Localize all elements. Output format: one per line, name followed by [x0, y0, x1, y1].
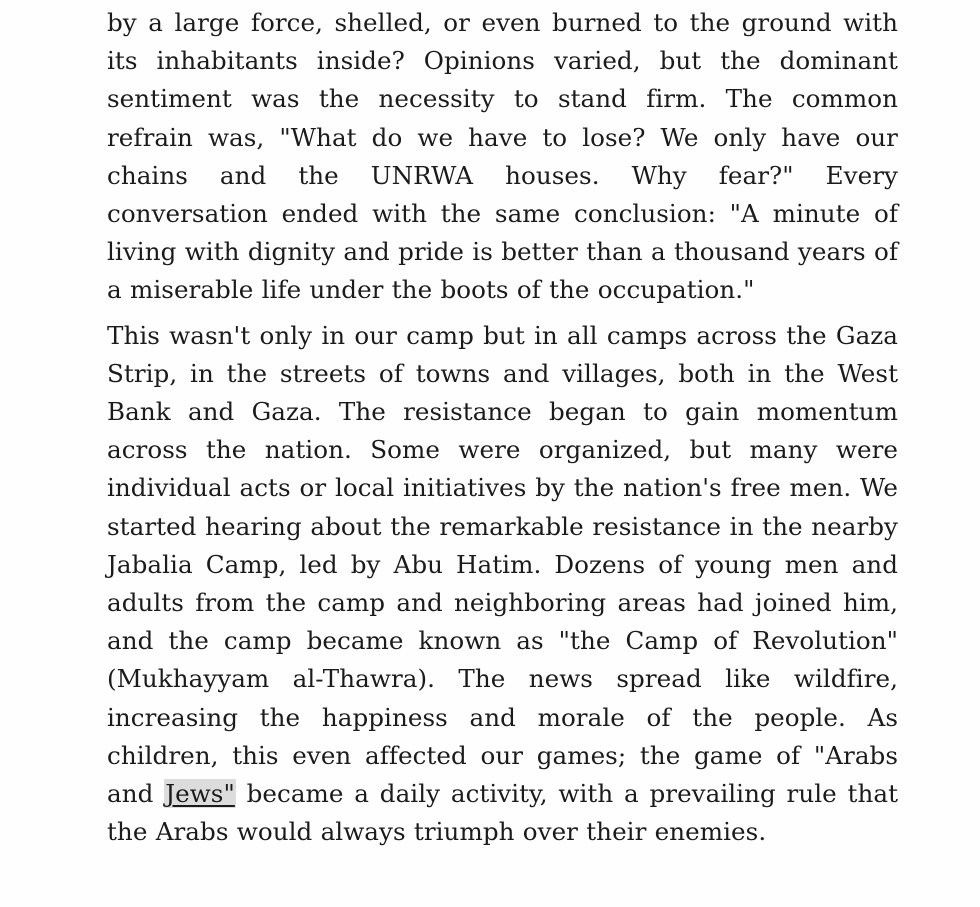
highlighted-word[interactable]: Jews": [165, 779, 235, 809]
paragraph-2-text-end: became a daily activity, with a prevailing rule that the Arabs would always triumph over their enemies.: [107, 779, 899, 847]
text-column: [107, 4, 898, 851]
paragraph-2-text-start: This wasn't only in our camp but in all camps across the Gaza Strip, in the streets of towns and villages, both in the West Bank and Gaza. The resistance began to gain momentum across the nation. Some were organized, but many were individual acts or local initiatives by the nation's free men. We started hearing about the remarkable resistance in the nearby Jabalia Camp, led by Abu Hatim. Dozens of young men and adults from the camp and neighboring areas had joined him, and the camp became known as "the Camp of Revolution" (Mukhayyam al-Thawra). The news spread like wildfire, increasing the happiness and morale of the people. As children, this even affected our games; the game of "Arabs and: [107, 320, 898, 809]
paragraph-1: by a large force, shelled, or even burned to the ground with its inhabitants inside? Opinions varied, but the dominant sentiment was the necessity to stand firm. The common refrain was, "What do we have to lose? We only have our chains and the UNRWA houses. Why fear?" Every conversation ended with the same conclusion: "A minute of living with dignity and pride is better than a thousand years of a miserable life under the boots of the occupation.": [107, 8, 898, 305]
paragraph-2: [107, 317, 898, 852]
